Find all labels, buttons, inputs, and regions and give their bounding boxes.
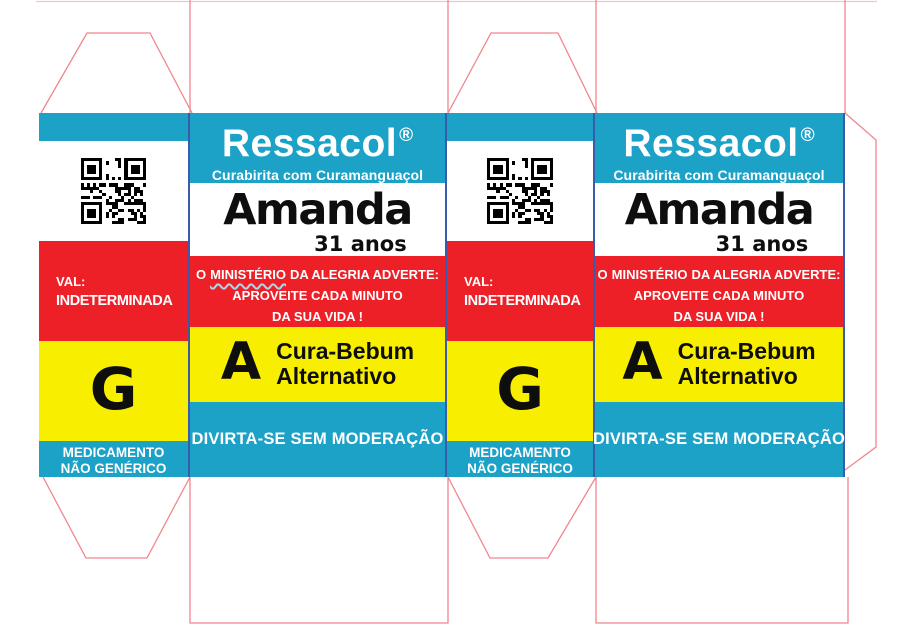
generic-label-section — [447, 441, 593, 477]
bottom-flap-side-1 — [43, 477, 190, 558]
generic-label-section — [39, 441, 188, 477]
person-name: Amanda — [223, 185, 412, 235]
warning-line1-word: MINISTÉRIO — [210, 266, 286, 282]
top-flap-side-2 — [448, 33, 597, 113]
brand-header — [190, 113, 445, 183]
front-panel — [190, 113, 447, 477]
brand-header — [595, 113, 843, 183]
brand-tagline: Curabirita com Curamanguaçol — [613, 167, 825, 183]
footer-text: DIVIRTA-SE SEM MODERAÇÃO — [191, 429, 444, 448]
alternative-line2: Alternativo — [276, 363, 397, 390]
bottom-flap-main-1 — [190, 477, 448, 623]
name-section — [595, 183, 843, 256]
warning-line3: DA SUA VIDA ! — [272, 308, 363, 324]
generic-label-line2: NÃO GENÉRICO — [467, 460, 573, 476]
back-panel — [595, 113, 845, 477]
printed-artwork-strip — [39, 113, 845, 477]
side-panel-1 — [39, 113, 190, 477]
generic-label-line2: NÃO GENÉRICO — [60, 460, 167, 476]
warning-line1 — [190, 264, 445, 285]
alternative-letter: A — [220, 332, 262, 393]
validity-section — [39, 241, 188, 341]
warning-line1-pre: O — [597, 266, 608, 282]
side-header-blank — [447, 113, 593, 141]
brand-name: Ressacol — [623, 122, 799, 165]
brand-name: Ressacol — [221, 122, 398, 165]
warning-line1-pre: O — [196, 266, 207, 282]
glue-flap-right — [845, 113, 876, 470]
alternative-line1: Cura-Bebum — [677, 337, 816, 364]
alternative-letter: A — [622, 332, 663, 393]
person-age: 31 anos — [715, 231, 809, 256]
side-panel-2 — [447, 113, 595, 477]
bottom-flap-side-2 — [448, 477, 596, 558]
warning-section — [595, 256, 843, 327]
footer-strip — [190, 402, 445, 477]
warning-line1-post: DA ALEGRIA ADVERTE: — [289, 266, 439, 282]
registered-mark: ® — [399, 125, 414, 146]
generic-g-section — [447, 341, 593, 441]
validity-section — [447, 241, 593, 341]
generic-label-line1: MEDICAMENTO — [469, 444, 571, 460]
qr-code — [81, 158, 147, 224]
validity-label: VAL: — [464, 273, 494, 289]
qr-code — [487, 158, 553, 224]
warning-section — [190, 256, 445, 327]
bottom-flap-main-2 — [596, 477, 848, 623]
qr-section — [39, 141, 188, 241]
generic-g-section — [39, 341, 188, 441]
warning-line2: APROVEITE CADA MINUTO — [633, 287, 805, 303]
warning-line2: APROVEITE CADA MINUTO — [232, 287, 403, 303]
validity-label: VAL: — [56, 273, 86, 289]
person-age: 31 anos — [314, 231, 407, 256]
brand-tagline: Curabirita com Curamanguaçol — [211, 167, 424, 183]
top-flap-side-1 — [41, 33, 192, 113]
generic-letter: G — [89, 355, 138, 424]
footer-text: DIVIRTA-SE SEM MODERAÇÃO — [593, 429, 846, 448]
footer-strip — [593, 402, 846, 477]
validity-value: INDETERMINADA — [56, 292, 173, 309]
name-section — [190, 183, 445, 256]
alternative-line2: Alternativo — [677, 363, 798, 390]
alternative-a-section — [190, 327, 445, 402]
alternative-a-section — [595, 327, 843, 402]
warning-line1 — [595, 264, 843, 285]
qr-section — [447, 141, 593, 241]
alternative-line1: Cura-Bebum — [276, 337, 415, 364]
validity-value: INDETERMINADA — [464, 292, 581, 309]
side-header-blank — [39, 113, 188, 141]
warning-line1-post: DA ALEGRIA ADVERTE: — [691, 266, 841, 282]
warning-line1-word: MINISTÉRIO — [611, 266, 688, 282]
warning-line3: DA SUA VIDA ! — [673, 308, 765, 324]
registered-mark: ® — [800, 125, 815, 146]
person-name: Amanda — [624, 185, 814, 235]
generic-label-line1: MEDICAMENTO — [62, 444, 165, 460]
generic-letter: G — [496, 355, 544, 424]
